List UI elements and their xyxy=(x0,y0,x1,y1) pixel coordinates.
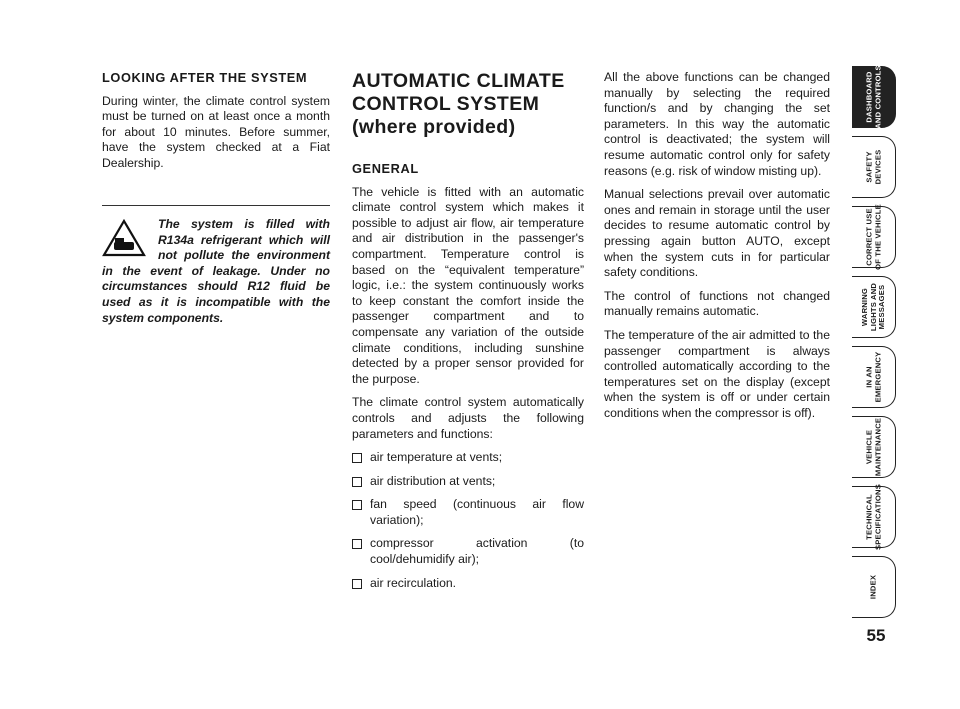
right-column xyxy=(604,70,830,429)
list-item-text: air temperature at vents; xyxy=(370,450,503,465)
list-item-text: compressor activation (to cool/dehumidify air); xyxy=(370,536,584,567)
checkbox-bullet-icon xyxy=(352,579,362,589)
list-item-text: air distribution at vents; xyxy=(370,473,496,488)
page-title xyxy=(352,70,584,139)
checkbox-bullet-icon xyxy=(352,477,362,487)
temperature-paragraph: The temperature of the air admitted to the passenger compartment is always controlled automatically according to the temperatures set on the display (except when the system is off or under certain conditions when the compressor is off). xyxy=(604,327,830,420)
checkbox-bullet-icon xyxy=(352,500,362,510)
tab-label: CORRECT USE OF THE VEHICLE xyxy=(863,204,882,270)
section-subtitle: LOOKING AFTER THE SYSTEM xyxy=(102,70,308,85)
selection-paragraph: Manual selections prevail over automatic ones and remain in storage until the user decides to resume automatic control by pressing again button AUTO, except when the system cuts in for particular safety conditions. xyxy=(604,187,830,280)
title-line: CONTROL SYSTEM xyxy=(352,93,540,115)
checkbox-bullet-icon xyxy=(352,453,362,463)
chapter-tabs xyxy=(852,66,896,626)
tab-label: WARNING LIGHTS AND MESSAGES xyxy=(859,282,886,332)
tab-index[interactable] xyxy=(852,556,896,618)
tab-technical-specifications[interactable] xyxy=(852,486,896,548)
controls-paragraph: The climate control system automatically controls and adjusts the following parameters and functions: xyxy=(352,395,584,441)
tab-label: TECHNICAL SPECIFICATIONS xyxy=(863,484,882,550)
warning-note xyxy=(102,217,330,326)
list-item xyxy=(352,497,584,528)
middle-column xyxy=(352,70,584,599)
left-column xyxy=(102,70,330,180)
warning-triangle-icon xyxy=(102,219,146,257)
title-line: AUTOMATIC CLIMATE xyxy=(352,70,565,92)
tab-label: IN AN EMERGENCY xyxy=(863,351,882,403)
section-subtitle: GENERAL xyxy=(352,161,419,176)
list-item xyxy=(352,536,584,567)
general-paragraph: The vehicle is fitted with an automatic climate control system which makes it possible to adjust air flow, air temperature and air distribution in the passenger's compartment. Temperature control is based on the “equivalent temperature” logic, i.e.: the system continuously works to keep constant the comfort inside the passenger compartment and to compensate any variation of the outside climate conditions, including sunshine detected by a proper sensor provided for the purpose. xyxy=(352,184,584,386)
tab-safety-devices[interactable] xyxy=(852,136,896,198)
list-item-text: fan speed (continuous air flow variation); xyxy=(370,497,584,527)
page-number: 55 xyxy=(866,626,886,645)
tab-emergency[interactable] xyxy=(852,346,896,408)
tab-label: SAFETY DEVICES xyxy=(863,149,882,185)
functions-paragraph: The control of functions not changed manually remains automatic. xyxy=(604,288,830,319)
list-item xyxy=(352,474,584,490)
list-item xyxy=(352,576,584,592)
function-list xyxy=(352,450,584,591)
title-line: (where provided) xyxy=(352,116,516,138)
tab-label: DASHBOARD AND CONTROLS xyxy=(863,65,882,129)
divider xyxy=(102,205,330,206)
tab-vehicle-maintenance[interactable] xyxy=(852,416,896,478)
list-item xyxy=(352,450,584,466)
list-item-text: air recirculation. xyxy=(370,575,457,590)
checkbox-bullet-icon xyxy=(352,539,362,549)
tab-label: VEHICLE MAINTENANCE xyxy=(863,417,882,477)
care-paragraph: During winter, the climate control system must be turned on at least once a month for about 10 minutes. Before summer, have the system checked at a Fiat Dealership. xyxy=(102,93,330,170)
tab-warning-lights[interactable] xyxy=(852,276,896,338)
tab-correct-use[interactable] xyxy=(852,206,896,268)
warning-text: The system is filled with R134a refrigerant which will not pollute the environment in the event of leakage. Under no circumstances should R12 fluid be used as it is incompatible with the system components. xyxy=(102,217,330,325)
tab-dashboard-and-controls[interactable] xyxy=(852,66,896,128)
tab-label: INDEX xyxy=(868,574,878,600)
manual-paragraph: All the above functions can be changed manually by selecting the required function/s and by changing the set parameters. In this way the automatic control is deactivated; the system will resume automatic control only for safety reasons (e.g. risk of window misting up). xyxy=(604,70,830,178)
